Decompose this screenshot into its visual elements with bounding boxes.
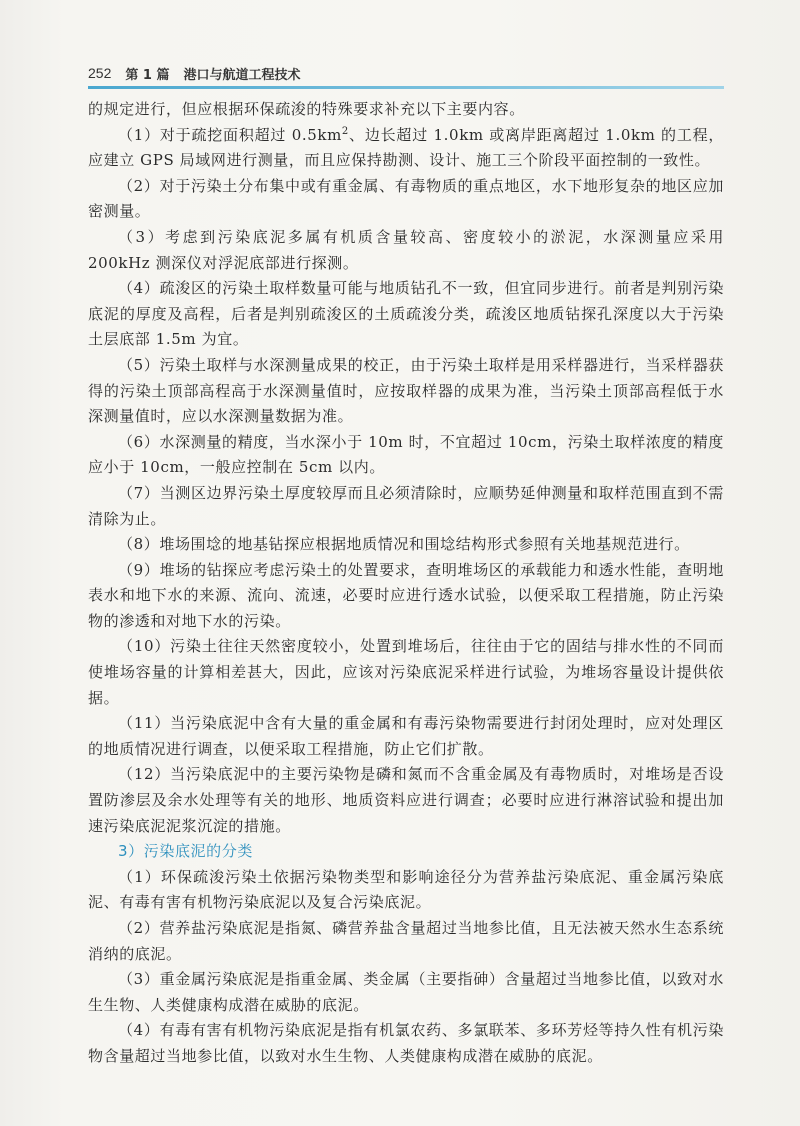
paragraph: （5）污染土取样与水深测量成果的校正，由于污染土取样是用采样器进行，当采样器获得的污染土顶部高程高于水深测量值时，应按取样器的成果为准，当污染土顶部高程低于水深测量值时，应以水深测量数据为准。 [88, 355, 724, 426]
part-label: 第 1 篇 [125, 67, 170, 83]
paragraph: （8）堆场围埝的地基钻探应根据地质情况和围埝结构形式参照有关地基规范进行。 [118, 535, 690, 554]
page-number: 252 [88, 65, 112, 81]
paragraph: （2）对于污染土分布集中或有重金属、有毒物质的重点地区，水下地形复杂的地区应加密测量。 [88, 176, 724, 221]
part-title: 港口与航道工程技术 [183, 67, 301, 83]
superscript: 2 [341, 125, 349, 137]
section-heading: 3）污染底泥的分类 [118, 842, 253, 861]
paragraph: （6）水深测量的精度，当水深小于 10m 时，不宜超过 10cm，污染土取样浓度的精度应小于 10cm，一般应控制在 5cm 以内。 [88, 432, 724, 477]
paragraph: （3）重金属污染底泥是指重金属、类金属（主要指砷）含量超过当地参比值，以致对水生生物、人类健康构成潜在威胁的底泥。 [88, 970, 724, 1014]
paragraph: 的规定进行，但应根据环保疏浚的特殊要求补充以下主要内容。 [88, 100, 525, 118]
paragraph: （7）当测区边界污染土厚度较厚而且必须清除时，应顺势延伸测量和取样范围直到不需清除为止。 [88, 483, 724, 528]
paragraph-part: （1）对于疏挖面积超过 0.5km [118, 125, 342, 144]
paragraph: （3）考虑到污染底泥多属有机质含量较高、密度较小的淤泥，水深测量应采用 200kHz 测深仪对浮泥底部进行探测。 [88, 227, 724, 272]
paragraph: （11）当污染底泥中含有大量的重金属和有毒污染物需要进行封闭处理时，应对处理区的地质情况进行调查，以便采取工程措施，防止它们扩散。 [88, 714, 724, 758]
paragraph: （2）营养盐污染底泥是指氮、磷营养盐含量超过当地参比值，且无法被天然水生态系统消纳的底泥。 [88, 919, 724, 963]
paragraph: （10）污染土往往天然密度较小，处置到堆场后，往往由于它的固结与排水性的不同而使堆场容量的计算相差甚大，因此，应该对污染底泥采样进行试验，为堆场容量设计提供依据。 [88, 637, 724, 707]
paragraph: （4）有毒有害有机物污染底泥是指有机氯农药、多氯联苯、多环芳烃等持久性有机污染物含量超过当地参比值，以致对水生生物、人类健康构成潜在威胁的底泥。 [88, 1021, 724, 1065]
paragraph: （4）疏浚区的污染土取样数量可能与地质钻孔不一致，但宜同步进行。前者是判别污染底泥的厚度及高程，后者是判别疏浚区的土质疏浚分类，疏浚区地质钻探孔深度以大于污染土层底部 1.5m 为宜。 [88, 279, 724, 349]
paragraph-part: 、边长超过 1.0km 或离岸距离超过 1.0km 的工程，应建立 GPS 局域网进行测量，而且应保持勘测、设计、施工三个阶段平面控制的一致性。 [88, 125, 724, 170]
running-header [88, 62, 728, 84]
paragraph [88, 123, 724, 174]
body-text [88, 97, 724, 1070]
paragraph: （12）当污染底泥中的主要污染物是磷和氮而不含重金属及有毒物质时，对堆场是否设置防渗层及余水处理等有关的地形、地质资料应进行调查；必要时应进行淋溶试验和提出加速污染底泥泥浆沉淀的措施。 [88, 765, 724, 835]
paragraph: （9）堆场的钻探应考虑污染土的处置要求，查明堆场区的承载能力和透水性能，查明地表水和地下水的来源、流向、流速，必要时应进行透水试验，以便采取工程措施，防止污染物的渗透和对地下水的污染。 [88, 560, 724, 630]
paragraph: （1）环保疏浚污染土依据污染物类型和影响途径分为营养盐污染底泥、重金属污染底泥、有毒有害有机物污染底泥以及复合污染底泥。 [88, 867, 724, 912]
header-rule [88, 86, 724, 89]
